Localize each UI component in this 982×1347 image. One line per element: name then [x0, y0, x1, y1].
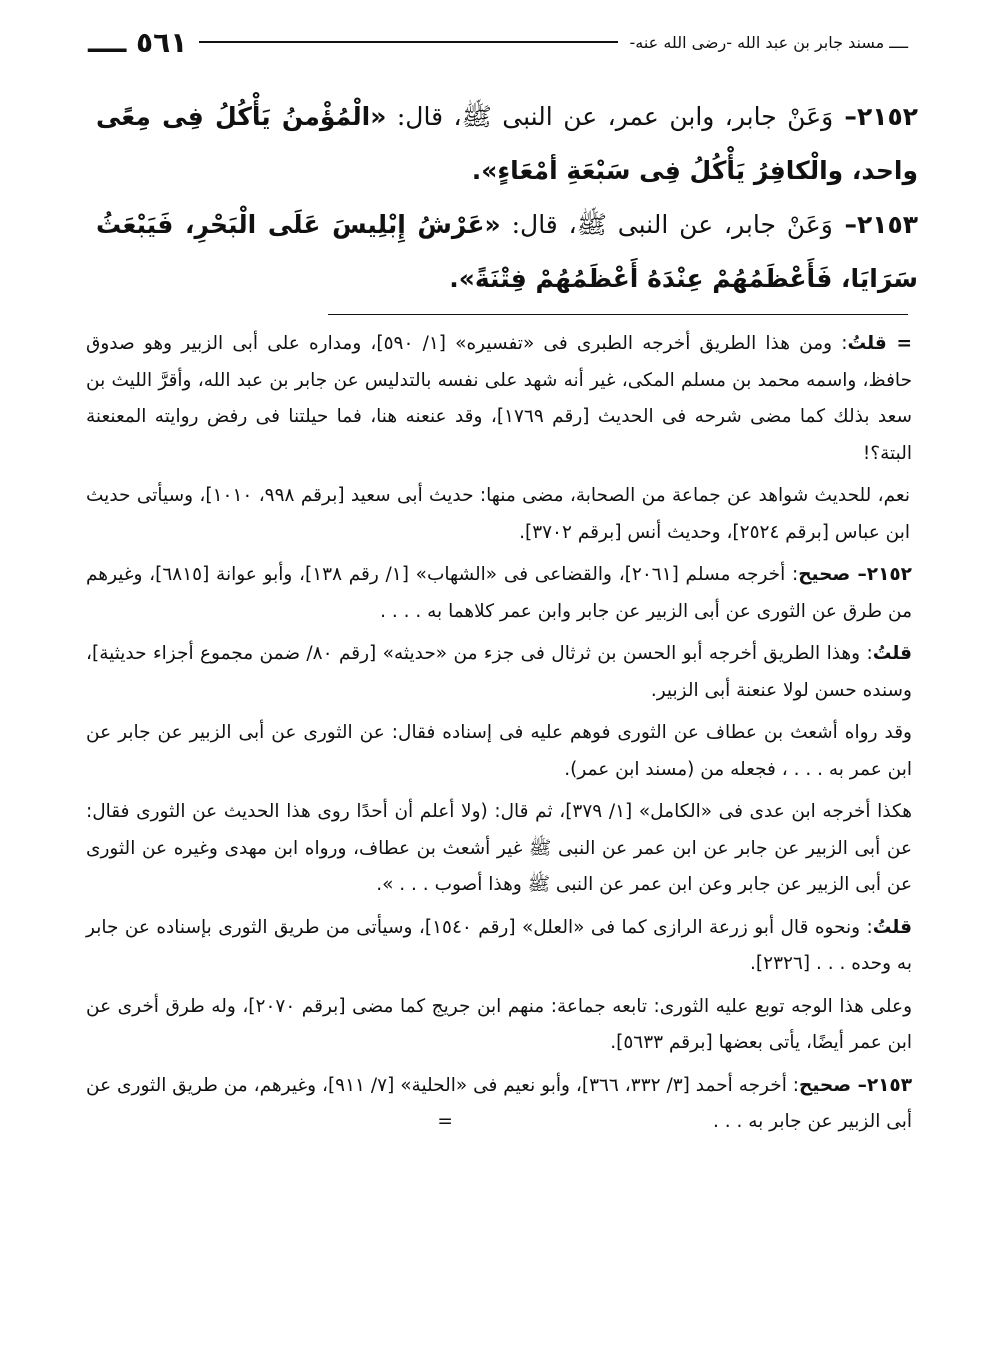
hadith-2152 [96, 90, 918, 198]
footnote-lead: قلتُ [872, 643, 912, 664]
header-rule [199, 41, 617, 43]
footnote-paragraph [86, 715, 912, 788]
footnote-text: : أخرجه أحمد [٣/ ٣٣٢، ٣٦٦]، وأبو نعيم فى «الحلية» [٧/ ٩١١]، وغيرهم، من طريق الثورى عن أبى الزبير عن جابر به . . . [86, 1074, 912, 1132]
hadith-2153 [96, 198, 918, 306]
footnote-paragraph [86, 557, 912, 630]
footnote-lead: قلتُ [872, 916, 912, 938]
footnote-paragraph [86, 794, 912, 904]
page-header [88, 22, 908, 62]
footnote-paragraph [86, 478, 912, 551]
footnote-text: نعم، للحديث شواهد عن جماعة من الصحابة، مضى منها: حديث أبى سعيد [برقم ٩٩٨، ١٠١٠]، وسيأتى حديث ابن عباس [برقم ٢٥٢٤]، وحديث أنس [برقم ٣٧٠٢]. [86, 485, 910, 543]
footnote-lead: = قلتُ [847, 333, 912, 354]
footnote-paragraph [86, 989, 912, 1062]
hadith-chain: وَعَنْ جابر، عن النبى ﷺ، قال: [500, 210, 833, 239]
footnote-text: : أخرجه مسلم [٢٠٦١]، والقضاعى فى «الشهاب» [١/ رقم ١٣٨]، وأبو عوانة [٦٨١٥]، وغيرهم من طرق عن الثورى عن أبى الزبير عن جابر وابن عمر كلاهما به . . . . [86, 564, 912, 622]
footnote-divider [328, 314, 908, 315]
running-title: ــــ مسند جابر بن عبد الله -رضى الله عنه- [629, 32, 908, 52]
hadith-chain: وَعَنْ جابر، وابن عمر، عن النبى ﷺ، قال: [386, 102, 834, 131]
footnote-paragraph [86, 910, 912, 983]
hadith-number: ٢١٥٢– [833, 102, 918, 131]
footnote-text: هكذا أخرجه ابن عدى فى «الكامل» [١/ ٣٧٩]، ثم قال: (ولا أعلم أن أحدًا روى هذا الحديث عن الثورى فقال: عن أبى الزبير عن جابر عن ابن عمر عن النبى ﷺ غير أشعث بن عطاف، ورواه ابن مهدى وغيره عن الثورى عن أبى الزبير عن جابر وعن ابن عمر عن النبى ﷺ وهذا أصوب . . . ». [86, 801, 912, 895]
footnotes [86, 326, 912, 1147]
hadith-matn: «عَرْشُ إِبْلِيسَ عَلَى الْبَحْرِ، فَيَبْعَثُ سَرَايَا، فَأَعْظَمُهُمْ عِنْدَهُ أَعْظَمُهُمْ فِتْنَةً». [96, 210, 918, 293]
footnote-paragraph [86, 326, 912, 472]
page-number: ٥٦١ ــــ [88, 25, 188, 59]
footnote-paragraph [86, 636, 912, 709]
footnote-text: وقد رواه أشعث بن عطاف عن الثورى فوهم عليه فى إسناده فقال: عن الثورى عن أبى الزبير عن جابر عن ابن عمر به . . . ، فجعله من (مسند ابن عمر). [86, 722, 912, 780]
continuation-mark: = [437, 1111, 453, 1132]
footnote-text: : ومن هذا الطريق أخرجه الطبرى فى «تفسيره» [١/ ٥٩٠]، ومداره على أبى الزبير وهو صدوق حافظ، واسمه محمد بن مسلم المكى، غير أنه شهد على نفسه بالتدليس عن جابر بن عبد الله، وأقرَّ الليث بن سعد بذلك كما مضى شرحه فى الحديث [رقم ١٧٦٩]، وقد عنعنه هنا، فما حيلتنا فى رفض روايته المعنعنة البتة؟! [86, 333, 912, 464]
footnote-text: : وهذا الطريق أخرجه أبو الحسن بن ثرثال فى جزء من «حديثه» [رقم ٨٠/ ضمن مجموع أجزاء حديثية]، وسنده حسن لولا عنعنة أبى الزبير. [86, 643, 912, 701]
footnote-lead: ٢١٥٣– صحيح [799, 1074, 912, 1096]
footnote-text: وعلى هذا الوجه توبع عليه الثورى: تابعه جماعة: منهم ابن جريج كما مضى [برقم ٢٠٧٠]، وله طرق أخرى عن ابن عمر أيضًا، يأتى بعضها [برقم ٥٦٣٣]. [86, 995, 912, 1053]
hadith-number: ٢١٥٣– [832, 210, 918, 239]
hadith-matn: «الْمُؤْمنُ يَأْكُلُ فِى مِعًى واحد، والْكافِرُ يَأْكُلُ فِى سَبْعَةِ أمْعَاءٍ». [96, 102, 918, 185]
footnote-paragraph [86, 1068, 912, 1141]
footnote-text: : ونحوه قال أبو زرعة الرازى كما فى «العلل» [رقم ١٥٤٠]، وسيأتى من طريق الثورى بإسناده عن جابر به وحده . . . [٢٣٢٦]. [86, 916, 912, 974]
footnote-lead: ٢١٥٢– صحيح [798, 564, 912, 585]
